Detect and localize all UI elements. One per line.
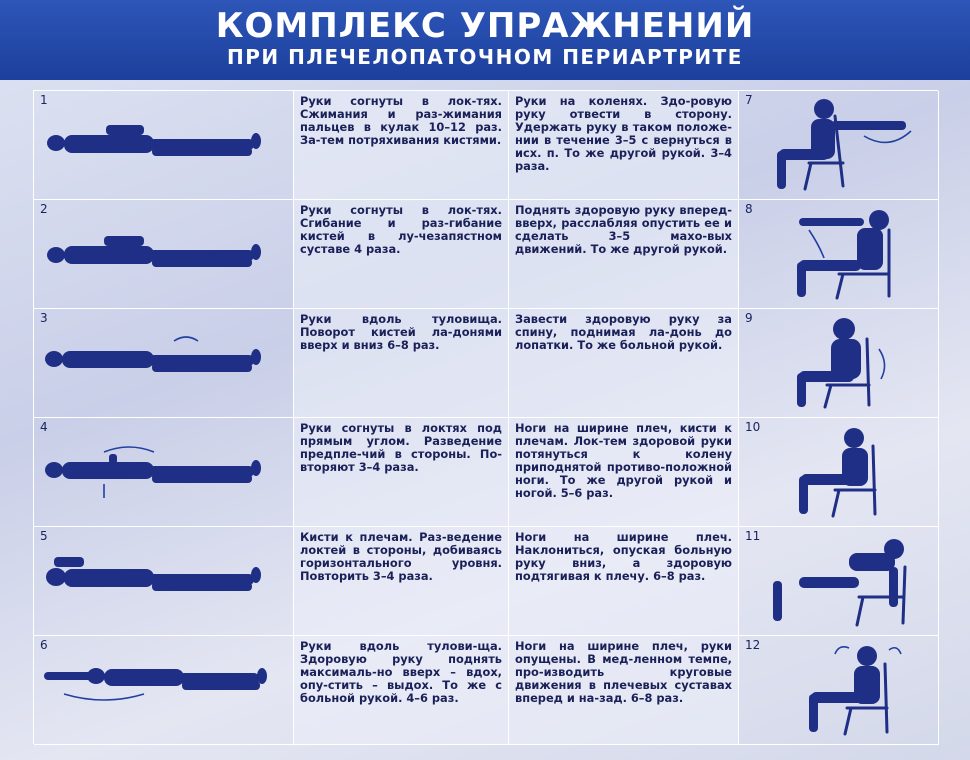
seated-figure-icon xyxy=(739,91,937,198)
exercise-description-8: Поднять здоровую руку вперед-вверх, расслабляя опустить ее и сделать 3–5 махо-вых движений. То же другой рукой. xyxy=(509,200,739,309)
exercise-description-2: Руки согнуты в лок-тях. Сгибание и раз-гибание кистей в лу-чезапястном суставе 4 раза. xyxy=(294,200,509,309)
exercise-picture-12 xyxy=(739,636,939,745)
lying-figure-icon xyxy=(34,636,292,743)
lying-figure-icon xyxy=(34,527,292,634)
lying-figure-icon xyxy=(34,309,292,416)
lying-figure-icon xyxy=(34,91,292,198)
exercise-number: 10 xyxy=(745,420,761,434)
exercise-description-10: Ноги на ширине плеч, кисти к плечам. Лок-тем здоровой руки потянуться к колену приподнятой противо-положной ноги. То же другой рукой и ногой. 5–6 раз. xyxy=(509,418,739,527)
exercise-number: 7 xyxy=(745,93,753,107)
seated-figure-icon xyxy=(739,636,937,743)
exercise-picture-8 xyxy=(739,200,939,309)
exercise-number: 3 xyxy=(40,311,48,325)
exercise-number: 1 xyxy=(40,93,48,107)
exercise-description-4: Руки согнуты в локтях под прямым углом. Разведение предпле-чий в стороны. По-вторяют 3–4 раза. xyxy=(294,418,509,527)
lying-figure-icon xyxy=(34,418,292,525)
exercise-picture-3 xyxy=(34,309,294,418)
exercise-picture-9 xyxy=(739,309,939,418)
seated-figure-icon xyxy=(739,200,937,307)
exercise-description-3: Руки вдоль туловища. Поворот кистей ла-донями вверх и вниз 6–8 раз. xyxy=(294,309,509,418)
exercise-number: 2 xyxy=(40,202,48,216)
lying-figure-icon xyxy=(34,200,292,307)
exercise-description-7: Руки на коленях. Здо-ровую руку отвести в сторону. Удержать руку в таком положе-нии в течение 3–5 с вернуться в исх. п. То же другой рукой. 3–4 раза. xyxy=(509,91,739,200)
exercise-picture-4 xyxy=(34,418,294,527)
exercise-picture-10 xyxy=(739,418,939,527)
header-banner xyxy=(0,0,970,80)
exercise-number: 6 xyxy=(40,638,48,652)
exercise-description-9: Завести здоровую руку за спину, поднимая ла-донь до лопатки. То же больной рукой. xyxy=(509,309,739,418)
exercise-number: 5 xyxy=(40,529,48,543)
exercise-picture-6 xyxy=(34,636,294,745)
exercise-picture-1 xyxy=(34,91,294,200)
exercise-description-1: Руки согнуты в лок-тях. Сжимания и раз-жимания пальцев в кулак 10–12 раз. За-тем потряхивания кистями. xyxy=(294,91,509,200)
seated-figure-icon xyxy=(739,418,937,525)
exercise-picture-11 xyxy=(739,527,939,636)
exercise-picture-2 xyxy=(34,200,294,309)
exercise-description-11: Ноги на ширине плеч. Наклониться, опуская больную руку вниз, а здоровую подтягивая к плечу. 6–8 раз. xyxy=(509,527,739,636)
exercise-description-12: Ноги на ширине плеч, руки опущены. В мед-ленном темпе, про-изводить круговые движения в плечевых суставах вперед и на-зад. 6–8 раз. xyxy=(509,636,739,745)
seated-figure-icon xyxy=(739,527,937,634)
exercise-number: 11 xyxy=(745,529,761,543)
exercise-picture-7 xyxy=(739,91,939,200)
exercise-description-5: Кисти к плечам. Раз-ведение локтей в стороны, добиваясь горизонтального уровня. Повторить 3–4 раза. xyxy=(294,527,509,636)
exercise-table xyxy=(33,90,938,744)
exercise-number: 8 xyxy=(745,202,753,216)
page-title: КОМПЛЕКС УПРАЖНЕНИЙ xyxy=(215,6,755,46)
exercise-picture-5 xyxy=(34,527,294,636)
exercise-description-6: Руки вдоль тулови-ща. Здоровую руку поднять максималь-но вверх – вдох, опу-стить – выдох. То же с больной рукой. 4–6 раз. xyxy=(294,636,509,745)
exercise-number: 9 xyxy=(745,311,753,325)
exercise-number: 12 xyxy=(745,638,761,652)
exercise-number: 4 xyxy=(40,420,48,434)
page-subtitle: ПРИ ПЛЕЧЕЛОПАТОЧНОМ ПЕРИАРТРИТЕ xyxy=(227,45,743,69)
seated-figure-icon xyxy=(739,309,937,416)
